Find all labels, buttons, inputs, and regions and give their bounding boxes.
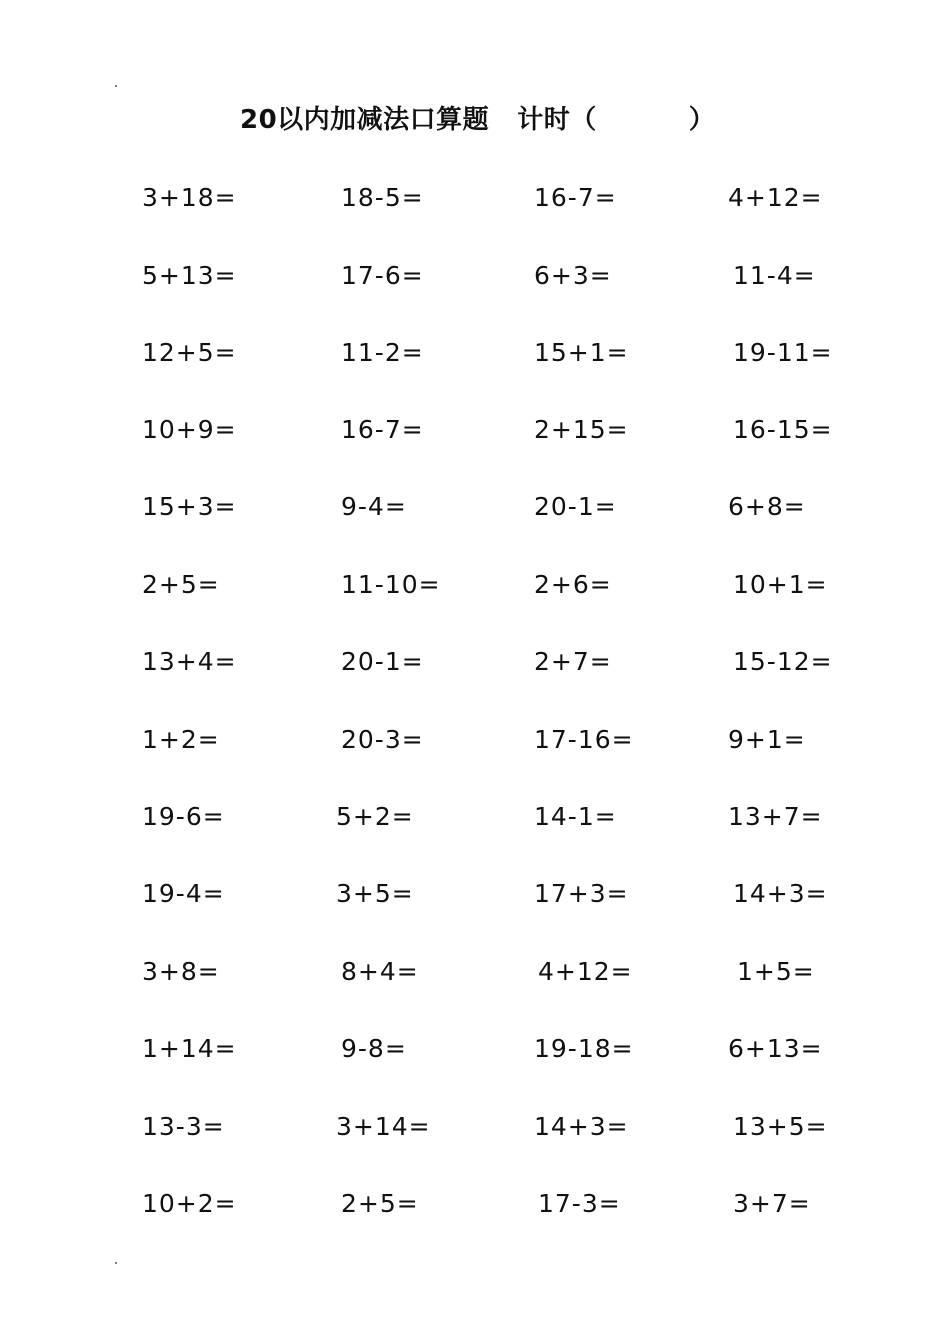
problem-row-1 [0,178,950,218]
title-text: 20以内加减法口算题 [240,105,490,135]
problem: 5+13= [142,261,237,290]
problem: 10+9= [142,415,237,444]
timer-paren-open: （ [570,105,597,135]
problem-row-6 [0,565,950,605]
problem: 6+3= [534,261,612,290]
problem: 1+2= [142,725,220,754]
problem: 19-11= [733,338,833,367]
problem: 15+3= [142,492,237,521]
problem: 13+5= [733,1112,828,1141]
problem-row-9 [0,797,950,837]
problem: 10+1= [733,570,828,599]
problem: 15-12= [733,647,833,676]
worksheet-title [240,100,715,140]
problem: 2+5= [142,570,220,599]
problem-row-4 [0,410,950,450]
problem: 5+2= [336,802,414,831]
problem-row-7 [0,642,950,682]
problem: 17-3= [538,1189,621,1218]
problem-row-13 [0,1107,950,1147]
problem: 18-5= [341,183,424,212]
problem: 3+14= [336,1112,431,1141]
problem-row-12 [0,1029,950,1069]
problem-row-2 [0,256,950,296]
problem: 8+4= [341,957,419,986]
problem: 20-1= [534,492,617,521]
problem-row-14 [0,1184,950,1224]
problem: 6+8= [728,492,806,521]
problem-row-5 [0,487,950,527]
problem: 17-16= [534,725,634,754]
problem: 2+5= [341,1189,419,1218]
problem: 13-3= [142,1112,225,1141]
problem-row-3 [0,333,950,373]
problem: 3+8= [142,957,220,986]
problem: 14+3= [733,879,828,908]
problem: 10+2= [142,1189,237,1218]
problem-row-8 [0,720,950,760]
problem: 20-3= [341,725,424,754]
problem: 9-8= [341,1034,407,1063]
problem: 4+12= [538,957,633,986]
problem: 1+14= [142,1034,237,1063]
problem: 13+7= [728,802,823,831]
problem: 12+5= [142,338,237,367]
problem: 11-2= [341,338,424,367]
problem: 17+3= [534,879,629,908]
corner-mark-top [115,85,117,87]
problem: 16-7= [534,183,617,212]
problem: 19-18= [534,1034,634,1063]
problem: 13+4= [142,647,237,676]
problem: 2+7= [534,647,612,676]
problem: 16-7= [341,415,424,444]
problem: 3+5= [336,879,414,908]
problem: 4+12= [728,183,823,212]
problem: 3+18= [142,183,237,212]
corner-mark-bottom [115,1262,117,1264]
problem: 14+3= [534,1112,629,1141]
problem: 9-4= [341,492,407,521]
timer-paren-close: ） [688,105,716,135]
problem: 9+1= [728,725,806,754]
problem: 16-15= [733,415,833,444]
timer-label: 计时 [517,105,571,135]
problem: 11-10= [341,570,441,599]
problem: 14-1= [534,802,617,831]
problem: 15+1= [534,338,629,367]
problem: 11-4= [733,261,816,290]
problem-row-10 [0,874,950,914]
problem: 1+5= [737,957,815,986]
problem: 20-1= [341,647,424,676]
problem: 17-6= [341,261,424,290]
problem: 2+6= [534,570,612,599]
problem: 2+15= [534,415,629,444]
problem: 19-4= [142,879,225,908]
problem: 19-6= [142,802,225,831]
problem: 3+7= [733,1189,811,1218]
problem-row-11 [0,952,950,992]
problem: 6+13= [728,1034,823,1063]
